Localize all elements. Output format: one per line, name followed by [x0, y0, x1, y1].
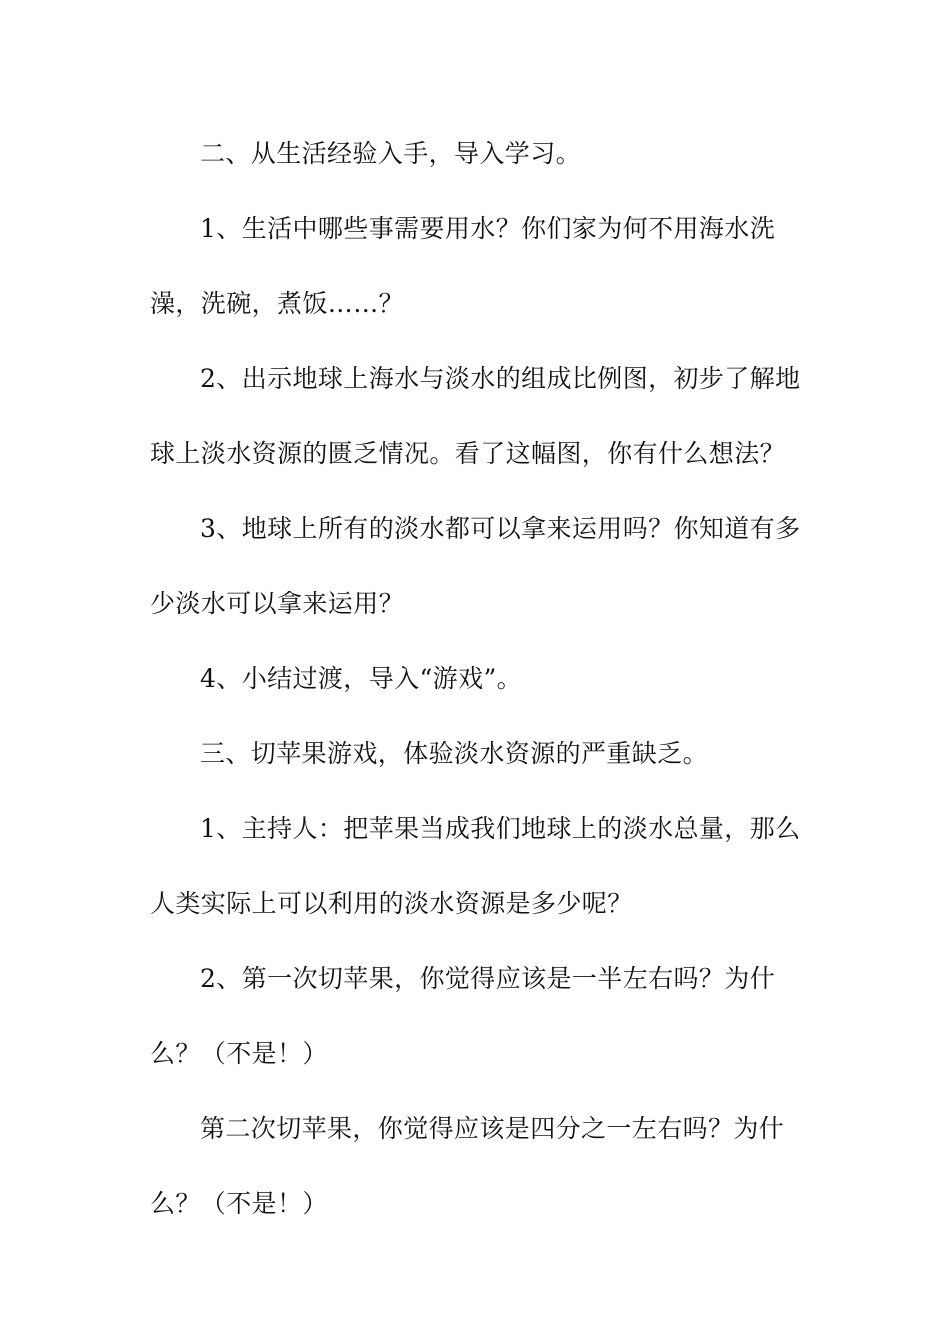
paragraph-line: 2、出示地球上海水与淡水的组成比例图，初步了解地 — [200, 364, 801, 393]
paragraph-line: 球上淡水资源的匮乏情况。看了这幅图，你有什么想法？ — [150, 439, 786, 468]
paragraph-line: 少淡水可以拿来运用？ — [150, 589, 405, 618]
paragraph-line: 第二次切苹果，你觉得应该是四分之一左右吗？为什 — [200, 1114, 785, 1143]
paragraph-item-3-usable-water — [150, 491, 810, 641]
paragraph-line: 3、地球上所有的淡水都可以拿来运用吗？你知道有多 — [200, 514, 801, 543]
paragraph-line: 三、切苹果游戏，体验淡水资源的严重缺乏。 — [200, 739, 709, 768]
paragraph-line: 么？（不是！） — [150, 1189, 328, 1218]
document-body — [150, 116, 810, 1241]
paragraph-line: 2、第一次切苹果，你觉得应该是一半左右吗？为什 — [200, 964, 776, 993]
paragraph-item-2-ratio-chart — [150, 341, 810, 491]
paragraph-item-1-host — [150, 791, 810, 941]
paragraph-item-1-water-use — [150, 191, 810, 341]
paragraph-item-2-first-cut — [150, 941, 810, 1091]
paragraph-section-three-heading — [150, 716, 810, 791]
paragraph-line: 1、生活中哪些事需要用水？你们家为何不用海水洗 — [200, 214, 776, 243]
paragraph-line: 4、小结过渡，导入“游戏”。 — [200, 664, 523, 693]
paragraph-line: 澡，洗碗，煮饭……？ — [150, 289, 405, 318]
paragraph-line: 1、主持人：把苹果当成我们地球上的淡水总量，那么 — [200, 814, 801, 843]
paragraph-line: 人类实际上可以利用的淡水资源是多少呢？ — [150, 889, 633, 918]
paragraph-second-cut — [150, 1091, 810, 1241]
paragraph-item-4-transition — [150, 641, 810, 716]
paragraph-line: 么？（不是！） — [150, 1039, 328, 1068]
paragraph-line: 二、从生活经验入手，导入学习。 — [200, 139, 582, 168]
paragraph-section-two-heading — [150, 116, 810, 191]
